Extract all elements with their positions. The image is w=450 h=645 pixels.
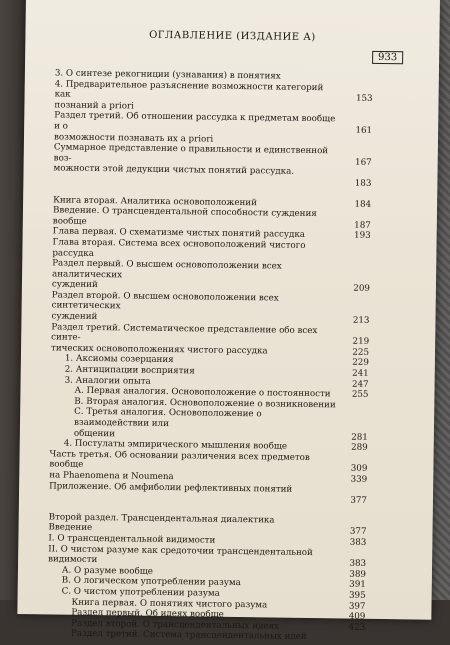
toc-entry-title: Книга первая. О понятиях чистого разума xyxy=(71,597,339,611)
toc-entry-title: познаний a priori xyxy=(54,100,346,115)
toc-entry-title: Глава вторая. Система всех основоположений чистого рассудка xyxy=(52,237,344,262)
toc-entry-title: С. Третья аналогия. Основоположение о взаимодействии или xyxy=(74,407,342,432)
toc-entry-page: 289 xyxy=(342,443,368,454)
toc-entry-title: Раздел третий. Система трансцендентальных идей xyxy=(71,629,339,643)
toc-entry-title: Раздел третий. Систематическое представление обо всех синте- xyxy=(51,322,343,347)
toc-entry-page: 423 xyxy=(339,622,365,633)
toc-entry-title: В. О логическом употреблении разума xyxy=(62,576,340,590)
toc-entry-page: 161 xyxy=(346,125,372,136)
toc-entry-page: 391 xyxy=(340,580,366,591)
toc-entry-title: Суммарное представление о правильности и единственной воз- xyxy=(54,143,346,168)
toc-entry-title: II. О чистом разуме как средоточии трансцендентальной видимости xyxy=(48,544,340,569)
toc-entry-page: 255 xyxy=(342,390,368,401)
toc-entry-title: В. Вторая аналогия. Основоположение о возникновении xyxy=(74,397,342,411)
toc-entry-page: 153 xyxy=(346,94,372,105)
toc-entry-title: 4. Предварительное разъяснение возможности категорий как xyxy=(55,79,347,104)
toc-entry-page: 383 xyxy=(340,537,366,548)
toc-entry-page: 397 xyxy=(339,601,365,612)
running-header: ОГЛАВЛЕНИЕ (ИЗДАНИЕ А) xyxy=(25,28,439,45)
toc-entry-page: 383 xyxy=(340,559,366,570)
toc-entry-page: 395 xyxy=(340,590,366,601)
toc-entry-title: С. О чистом употреблении разума xyxy=(62,586,340,600)
table-of-contents xyxy=(47,68,373,643)
toc-entry-title: Часть третья. Об основании различения всех предметов вообще xyxy=(49,449,341,474)
toc-entry-title: 3. О синтезе рекогниции (узнавания) в понятиях xyxy=(55,68,347,83)
toc-entry-title: Введение xyxy=(48,523,340,538)
toc-entry-page: 187 xyxy=(345,220,371,231)
toc-entry-title: Глава первая. О схематизме чистых понятий рассудка xyxy=(53,227,345,242)
toc-entry-title: общении xyxy=(74,428,342,442)
toc-entry-title: Второй раздел. Трансцендентальная диалектика xyxy=(49,512,341,527)
toc-entry-title: 1. Аксиомы созерцания xyxy=(65,354,343,368)
toc-entry-title: А. Первая аналогия. Основоположение о постоянности xyxy=(74,386,342,400)
toc-entry-title: Раздел первый. О высшем основоположении всех аналитических xyxy=(52,258,344,283)
toc-entry-title: Введение. О трансцендентальной способности суждения вообще xyxy=(53,206,345,231)
toc-entry-title: 4. Постулаты эмпирического мышления вообще xyxy=(64,439,342,453)
toc-entry-page: 281 xyxy=(342,432,368,443)
toc-entry-page: 389 xyxy=(340,569,366,580)
toc-entry-page: 183 xyxy=(345,178,371,189)
toc-entry-page: 167 xyxy=(346,157,372,168)
toc-entry-title: можности этой дедукции чистых понятий рассудка. xyxy=(53,164,345,179)
toc-entry-title: суждений xyxy=(51,311,343,326)
toc-entry-page: 209 xyxy=(344,284,370,295)
toc-entry-title: возможности познавать их a priori xyxy=(54,132,346,147)
toc-entry-title: Приложение. Об амфиболии рефлективных понятий xyxy=(49,481,341,496)
toc-entry-title: Раздел третий. Об отношении рассудка к предметам вообще и о xyxy=(54,111,346,136)
toc-entry-page: 247 xyxy=(343,379,369,390)
toc-entry-page: 409 xyxy=(339,612,365,623)
toc-entry-page: 339 xyxy=(341,474,367,485)
toc-entry-title: Раздел второй. О трансцендентальных идеях xyxy=(71,618,339,632)
toc-entry-page: 229 xyxy=(343,358,369,369)
toc-entry-title: Раздел первый. Об идеях вообще xyxy=(71,608,339,622)
toc-entry-title: на Phaenomena и Noumena xyxy=(49,470,341,485)
toc-entry-title: I. О трансцендентальной видимости xyxy=(48,533,340,548)
toc-entry-title: 3. Аналогии опыта xyxy=(65,375,343,389)
toc-entry-title: суждений xyxy=(52,280,344,295)
toc-entry-title: Книга вторая. Аналитика основоположений xyxy=(53,195,345,210)
toc-entry-page: 193 xyxy=(345,231,371,242)
toc-entry-page: 184 xyxy=(345,199,371,210)
book-page xyxy=(17,0,440,620)
page-number: 933 xyxy=(372,51,403,64)
toc-entry-title: тических основоположениях чистого рассудка xyxy=(51,343,343,358)
toc-entry-page: 225 xyxy=(343,347,369,358)
toc-entry-title: 2. Антиципации восприятия xyxy=(65,365,343,379)
toc-entry-page: 241 xyxy=(343,368,369,379)
toc-entry-page: 377 xyxy=(341,496,367,507)
toc-entry-page: 219 xyxy=(343,337,369,348)
toc-entry-title: Раздел второй. О высшем основоположении всех синтетических xyxy=(52,290,344,315)
toc-entry-page: 377 xyxy=(340,527,366,538)
toc-entry-title: А. О разуме вообще xyxy=(62,565,340,579)
toc-entry-page: 309 xyxy=(341,464,367,475)
toc-entry-page: 213 xyxy=(343,316,369,327)
